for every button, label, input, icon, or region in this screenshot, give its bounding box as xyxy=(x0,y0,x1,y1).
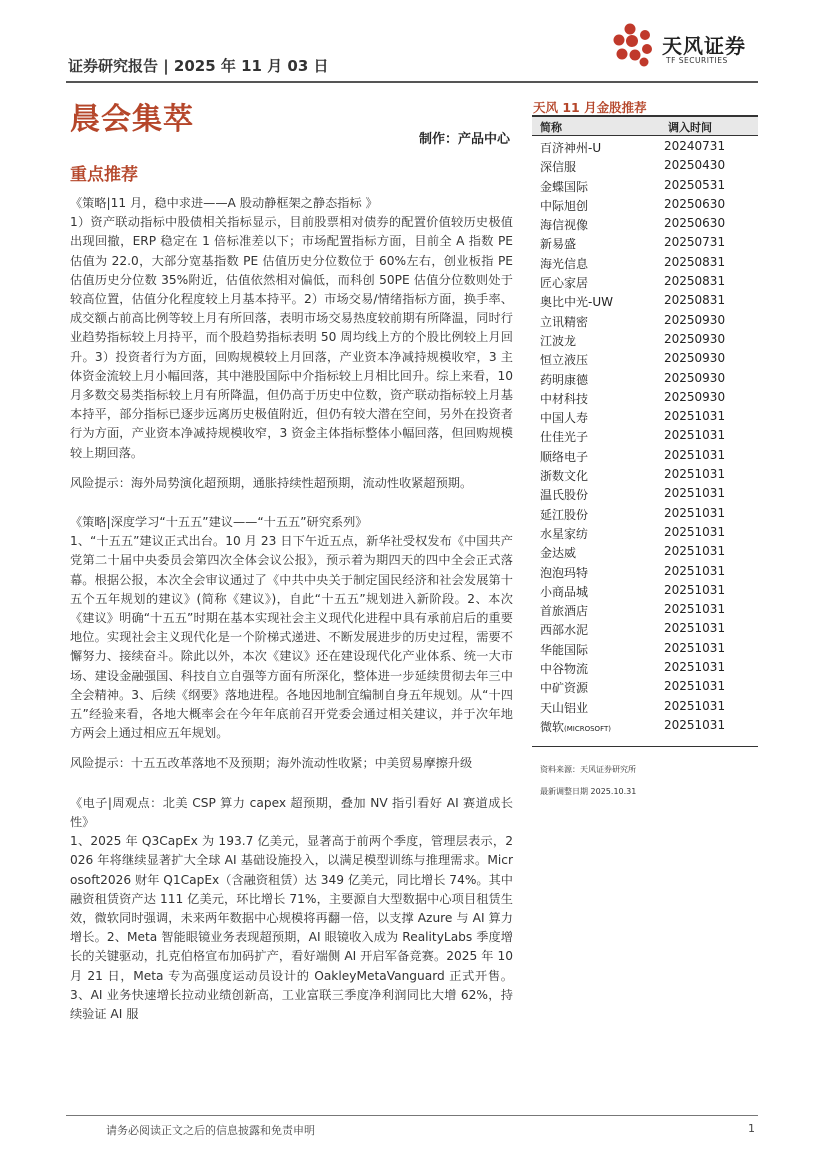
data-source: 资料来源：天风证券研究所 xyxy=(540,765,636,774)
stock-name-text: 深信服 xyxy=(540,160,577,175)
stock-date: 20250731 xyxy=(664,235,726,250)
stock-date: 20251031 xyxy=(664,640,726,655)
table-row xyxy=(532,291,758,310)
stock-name-text: 奥比中光-UW xyxy=(540,295,613,310)
article-body: 1）资产联动指标中股债相关指标显示，目前股票相对债券的配置价值较历史极值出现回撤，ERP 稳定在 1 倍标准差以下；市场配置指标方面，目前全 A 指数 PE 估值为 22.0，大部分宽基指数 PE 估值历史分位数位于 60%左右，创业板指 PE 估值历史分位数 35%附近，估值依然相对偏低，而科创 50PE 估值分位数则处于较高位置，估值分化程度较上月基本持平。2）市场交易/情绪指标方面，换手率、成交额占前高比例等较上月有所回落，表明市场交易热度较前期有所降温，同时行业趋势指标较上月持平，而个股趋势指标表明 50 周均线上方的个股比例较上月回升。3）投资者行为方面，回购规模较上月回落，产业资本净减持规模收窄，3 主体资金流较上月小幅回落，其中港股国际中介指标较上月相比回升。综上来看，10 月多数交易类指标较上月有所降温，但仍高于历史中位数，资产联动指标较上月基本持平，部分指标已逐步远离历史极值附近，但仍有较大潜在空间，另外在投资者行为方面，产业资本净减持规模收窄，3 资金主体指标整体小幅回落，但回购规模较上期回落。 xyxy=(70,215,513,460)
table-row xyxy=(532,562,758,581)
stock-date: 20251031 xyxy=(664,544,726,559)
stock-name xyxy=(540,641,588,658)
stock-name xyxy=(540,679,588,696)
tf-logo-mark-icon xyxy=(610,22,656,68)
stock-name xyxy=(540,544,576,561)
footer-disclaimer: 请务必阅读正文之后的信息披露和免责申明 xyxy=(106,1124,315,1137)
stock-date: 20250831 xyxy=(664,293,726,308)
stock-date: 20251031 xyxy=(664,428,726,443)
section-heading: 重点推荐 xyxy=(70,165,138,185)
table-row xyxy=(532,388,758,407)
table-row xyxy=(532,716,758,735)
stock-name-text: 西部水泥 xyxy=(540,623,589,638)
stock-name xyxy=(540,699,588,716)
stock-name xyxy=(540,158,576,175)
report-header-title: 证券研究报告 | 2025 年 11 月 03 日 xyxy=(68,57,329,75)
company-logo xyxy=(610,20,760,72)
table-row xyxy=(532,407,758,426)
stock-name xyxy=(540,428,588,445)
table-row xyxy=(532,639,758,658)
article-body: 1、2025 年 Q3CapEx 为 193.7 亿美元，显著高于前两个季度，管理层表示，2026 年将继续显著扩大全球 AI 基础设施投入，以满足模型训练与推理需求。Microsoft2026 财年 Q1CapEx（含融资租赁）达 349 亿美元，同比增长 74%。其中融资租赁资产达 111 亿美元，环比增长 71%，主要源自大型数据中心项目租赁生效，微软同时强调，未来两年数据中心规模将再翻一倍，以支撑 Azure 与 AI 算力增长。2、Meta 智能眼镜业务表现超预期，AI 眼镜收入成为 RealityLabs 季度增长的关键驱动，扎克伯格宣布加码扩产，看好端侧 AI 开启军备竞赛。2025 年 10 月 21 日，Meta 专为高强度运动员设计的 OakleyMetaVanguard 正式开售。3、AI 业务快速增长拉动业绩创新高，工业富联三季度净利润同比大增 62%，持续验证 AI 服 xyxy=(70,834,513,1021)
table-row xyxy=(532,619,758,638)
col-header-name: 简称 xyxy=(540,121,562,134)
risk-warning: 风险提示：海外局势演化超预期，通胀持续性超预期，流动性收紧超预期。 xyxy=(70,475,473,490)
stock-name xyxy=(540,351,588,368)
stock-date: 20251031 xyxy=(664,467,726,482)
stock-date: 20251031 xyxy=(664,717,726,732)
footer-divider xyxy=(66,1115,758,1116)
stock-name-text: 微软 xyxy=(540,719,565,734)
stock-name xyxy=(540,178,588,195)
stock-date: 20250930 xyxy=(664,370,726,385)
table-row xyxy=(532,677,758,696)
logo-name: 天风证券 xyxy=(662,34,746,58)
article xyxy=(70,513,513,774)
stock-name-text: 首旅酒店 xyxy=(540,604,589,619)
stock-name xyxy=(540,313,588,330)
stock-name-text: 江波龙 xyxy=(540,333,577,348)
table-row xyxy=(532,465,758,484)
article-title: 《电子|周观点：北美 CSP 算力 capex 超预期，叠加 NV 指引看好 AI 赛道成长性》 xyxy=(70,795,513,829)
stock-name xyxy=(540,255,588,272)
stock-name-text: 匠心家居 xyxy=(540,276,589,291)
stock-name xyxy=(540,660,588,677)
stock-name xyxy=(540,525,588,542)
article-body: 1、“十五五”建议正式出台。10 月 23 日下午近五点，新华社受权发布《中国共产党第二十届中央委员会第四次全体会议公报》，预示着为期四天的四中全会正式落幕。根据公报，本次全会审议通过了《中共中央关于制定国民经济和社会发展第十五个五年规划的建议》(简称《建议》)，自此“十五五”规划进入新阶段。2、本次《建议》明确“十五五”时期在基本实现社会主义现代化进程中具有承前启后的重要地位。实现社会主义现代化是一个阶梯式递进、不断发展进步的历史过程，需要不懈努力、接续奋斗。除此以外，本次《建议》还在建设现代化产业体系、统一大市场、建设金融强国、科技自立自强等方面有所深化，整体进一步延续贯彻去年三中全会精神。3、后续《纲要》落地进程。各地因地制宜编制自身五年规划。从“十四五”经验来看，各地大概率会在今年年底前召开党委会通过相关建议，并于次年地方两会上通过相应五年规划。 xyxy=(70,534,513,741)
stock-name xyxy=(540,564,588,581)
update-date: 最新调整日期 2025.10.31 xyxy=(540,787,637,796)
stock-date: 20251031 xyxy=(664,505,726,520)
producer-label: 制作：产品中心 xyxy=(418,132,510,147)
table-row xyxy=(532,311,758,330)
stock-date: 20250930 xyxy=(664,351,726,366)
stock-name xyxy=(540,139,601,156)
stock-name xyxy=(540,467,588,484)
stock-name xyxy=(540,409,588,426)
stock-name-text: 华能国际 xyxy=(540,642,589,657)
table-row xyxy=(532,272,758,291)
stock-name xyxy=(540,718,611,735)
stock-name xyxy=(540,274,588,291)
stock-date: 20251031 xyxy=(664,621,726,636)
table-row xyxy=(532,446,758,465)
table-row xyxy=(532,369,758,388)
stock-name-text: 泡泡玛特 xyxy=(540,565,589,580)
stock-date: 20250930 xyxy=(664,312,726,327)
stock-name xyxy=(540,486,588,503)
stock-date: 20251031 xyxy=(664,563,726,578)
table-row xyxy=(532,214,758,233)
table-row xyxy=(532,523,758,542)
stock-picks-table xyxy=(532,137,758,735)
stock-name-text: 中矿资源 xyxy=(540,681,589,696)
stock-name-suffix: (MICROSOFT) xyxy=(564,724,611,733)
stock-name xyxy=(540,390,588,407)
stock-date: 20251031 xyxy=(664,486,726,501)
stock-name-text: 新易盛 xyxy=(540,237,577,252)
table-bottom-rule xyxy=(532,746,758,747)
article xyxy=(70,794,513,1024)
stock-name xyxy=(540,621,588,638)
stock-date: 20251031 xyxy=(664,679,726,694)
stock-name-text: 金达威 xyxy=(540,546,577,561)
col-header-date: 调入时间 xyxy=(668,121,712,134)
table-row xyxy=(532,697,758,716)
stock-name-text: 天山铝业 xyxy=(540,700,589,715)
article-title: 《策略|11 月，稳中求进——A 股动静框架之静态指标 》 xyxy=(70,196,378,210)
stock-name-text: 中谷物流 xyxy=(540,662,589,677)
table-row xyxy=(532,600,758,619)
stock-name xyxy=(540,216,588,233)
stock-name-text: 海光信息 xyxy=(540,256,589,271)
table-row xyxy=(532,542,758,561)
stock-name xyxy=(540,332,576,349)
stock-name-text: 浙数文化 xyxy=(540,469,589,484)
stock-name xyxy=(540,293,613,310)
table-row xyxy=(532,176,758,195)
stock-date: 20250930 xyxy=(664,331,726,346)
page-title: 晨会集萃 xyxy=(70,102,194,137)
stock-date: 20251031 xyxy=(664,582,726,597)
stock-date: 20251031 xyxy=(664,602,726,617)
stock-name-text: 海信视像 xyxy=(540,218,589,233)
table-row xyxy=(532,504,758,523)
stock-date: 20250930 xyxy=(664,389,726,404)
stock-name xyxy=(540,371,588,388)
stock-name xyxy=(540,602,588,619)
stock-date: 20250531 xyxy=(664,177,726,192)
stock-name-text: 百济神州-U xyxy=(540,141,602,155)
stock-name xyxy=(540,235,576,252)
logo-subtitle: TF SECURITIES xyxy=(666,56,728,65)
stock-name xyxy=(540,197,588,214)
stock-name-text: 顺络电子 xyxy=(540,449,589,464)
table-row xyxy=(532,658,758,677)
stock-name-text: 温氏股份 xyxy=(540,488,589,503)
stock-date: 20251031 xyxy=(664,660,726,675)
stock-name xyxy=(540,448,588,465)
stock-date: 20250430 xyxy=(664,158,726,173)
article xyxy=(70,194,513,493)
table-row xyxy=(532,195,758,214)
stock-date: 20251031 xyxy=(664,698,726,713)
article-list xyxy=(70,194,513,1024)
stock-name xyxy=(540,506,588,523)
page-number: 1 xyxy=(748,1122,755,1135)
table-row xyxy=(532,253,758,272)
stock-name-text: 小商品城 xyxy=(540,584,589,599)
stock-date: 20250630 xyxy=(664,196,726,211)
stock-name-text: 中国人寿 xyxy=(540,411,589,426)
stock-date: 20250831 xyxy=(664,274,726,289)
stock-date: 20251031 xyxy=(664,447,726,462)
table-row xyxy=(532,426,758,445)
stock-name xyxy=(540,583,588,600)
header-divider xyxy=(66,81,758,83)
stock-name-text: 立讯精密 xyxy=(540,314,589,329)
table-row xyxy=(532,581,758,600)
stock-date: 20240731 xyxy=(664,139,726,153)
stock-date: 20250831 xyxy=(664,254,726,269)
stock-name-text: 金蝶国际 xyxy=(540,179,589,194)
stock-date: 20251031 xyxy=(664,524,726,539)
stock-name-text: 中际旭创 xyxy=(540,198,589,213)
stock-date: 20250630 xyxy=(664,216,726,231)
stock-name-text: 恒立液压 xyxy=(540,353,589,368)
table-row xyxy=(532,349,758,368)
stock-name-text: 药明康德 xyxy=(540,372,589,387)
table-row xyxy=(532,233,758,252)
stock-name-text: 延江股份 xyxy=(540,507,589,522)
article-title: 《策略|深度学习“十五五”建议——“十五五”研究系列》 xyxy=(70,515,368,530)
risk-warning: 风险提示：十五五改革落地不及预期；海外流动性收紧；中美贸易摩擦升级 xyxy=(70,756,473,771)
table-row xyxy=(532,156,758,175)
stock-table-header xyxy=(532,117,758,136)
stock-name-text: 仕佳光子 xyxy=(540,430,589,445)
table-row xyxy=(532,137,758,156)
table-row xyxy=(532,330,758,349)
stock-date: 20251031 xyxy=(664,409,726,424)
stock-name-text: 水星家纺 xyxy=(540,526,589,541)
stock-name-text: 中材科技 xyxy=(540,391,589,406)
stock-picks-title: 天风 11 月金股推荐 xyxy=(533,100,647,115)
table-row xyxy=(532,484,758,503)
